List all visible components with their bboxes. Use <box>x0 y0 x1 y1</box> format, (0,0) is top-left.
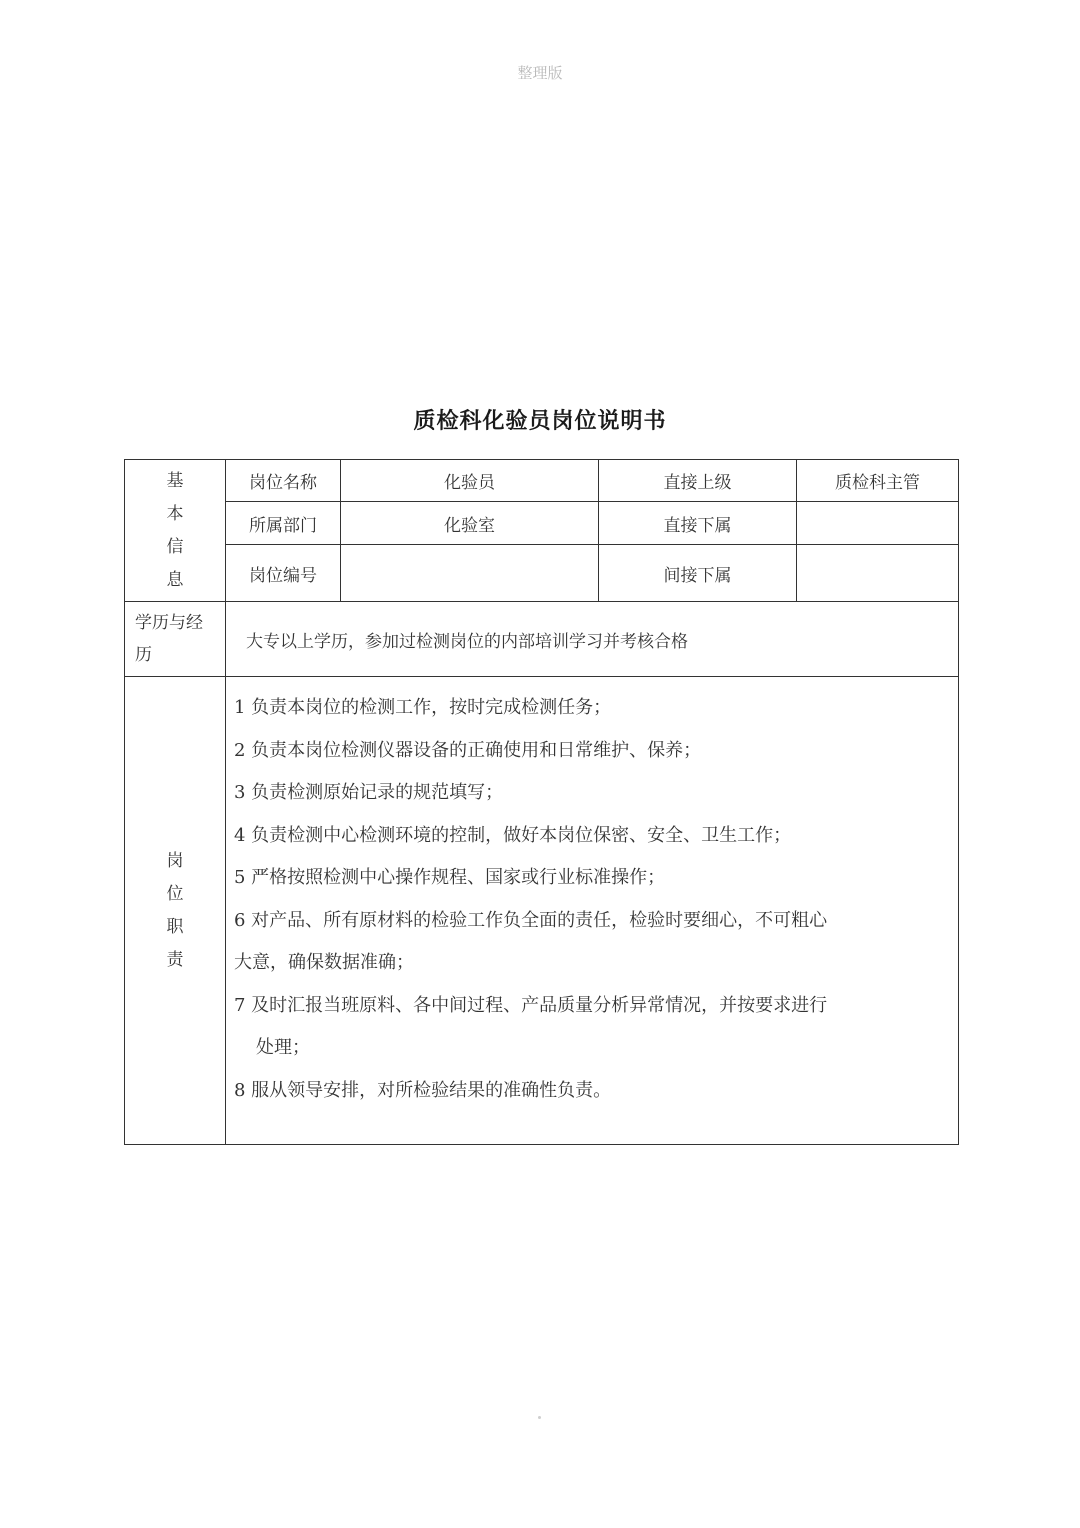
table-row-department <box>125 502 959 545</box>
duties-list <box>226 677 959 1145</box>
direct-subordinate-value <box>797 502 959 545</box>
duty-line-continuation: 处理； <box>256 1037 310 1058</box>
direct-superior-label: 直接上级 <box>599 460 797 502</box>
basic-info-label: 基 本 信 息 <box>125 460 226 602</box>
duty-line: 7 及时汇报当班原料、各中间过程、产品质量分析异常情况，并按要求进行 <box>234 994 828 1016</box>
job-description-table <box>124 459 959 1145</box>
duty-line: 6 对产品、所有原材料的检验工作负全面的责任，检验时要细心，不可粗心 <box>234 909 828 931</box>
direct-subordinate-label: 直接下属 <box>599 502 797 545</box>
position-name-label: 岗位名称 <box>226 460 341 502</box>
indirect-subordinate-label: 间接下属 <box>599 545 797 602</box>
duties-label: 岗 位 职 责 <box>125 677 226 1145</box>
document-title: 质检科化验员岗位说明书 <box>413 409 667 434</box>
department-value: 化验室 <box>341 502 599 545</box>
direct-superior-value: 质检科主管 <box>797 460 959 502</box>
duty-line: 大意，确保数据准确； <box>234 952 414 973</box>
duty-line: 3 负责检测原始记录的规范填写； <box>234 782 504 803</box>
department-label: 所属部门 <box>226 502 341 545</box>
position-name-value: 化验员 <box>341 460 599 502</box>
indirect-subordinate-value <box>797 545 959 602</box>
duty-line: 5 严格按照检测中心操作规程、国家或行业标准操作； <box>234 867 666 888</box>
table-row-duties <box>125 677 959 1145</box>
education-label: 学历与经 历 <box>125 602 226 677</box>
table-row-position-code <box>125 545 959 602</box>
duty-line: 2 负责本岗位检测仪器设备的正确使用和日常维护、保养； <box>234 739 702 761</box>
duty-line: 4 负责检测中心检测环境的控制，做好本岗位保密、安全、卫生工作； <box>234 824 792 846</box>
duty-line: 1 负责本岗位的检测工作，按时完成检测任务； <box>234 697 612 718</box>
page-marker <box>538 1416 541 1419</box>
table-row-education <box>125 602 959 677</box>
position-code-value <box>341 545 599 602</box>
position-code-label: 岗位编号 <box>226 545 341 602</box>
table-row-position-name <box>125 460 959 502</box>
education-value: 大专以上学历，参加过检测岗位的内部培训学习并考核合格 <box>226 602 959 677</box>
duty-line: 8 服从领导安排，对所检验结果的准确性负责。 <box>234 1079 612 1101</box>
watermark: 整理版 <box>517 64 563 82</box>
